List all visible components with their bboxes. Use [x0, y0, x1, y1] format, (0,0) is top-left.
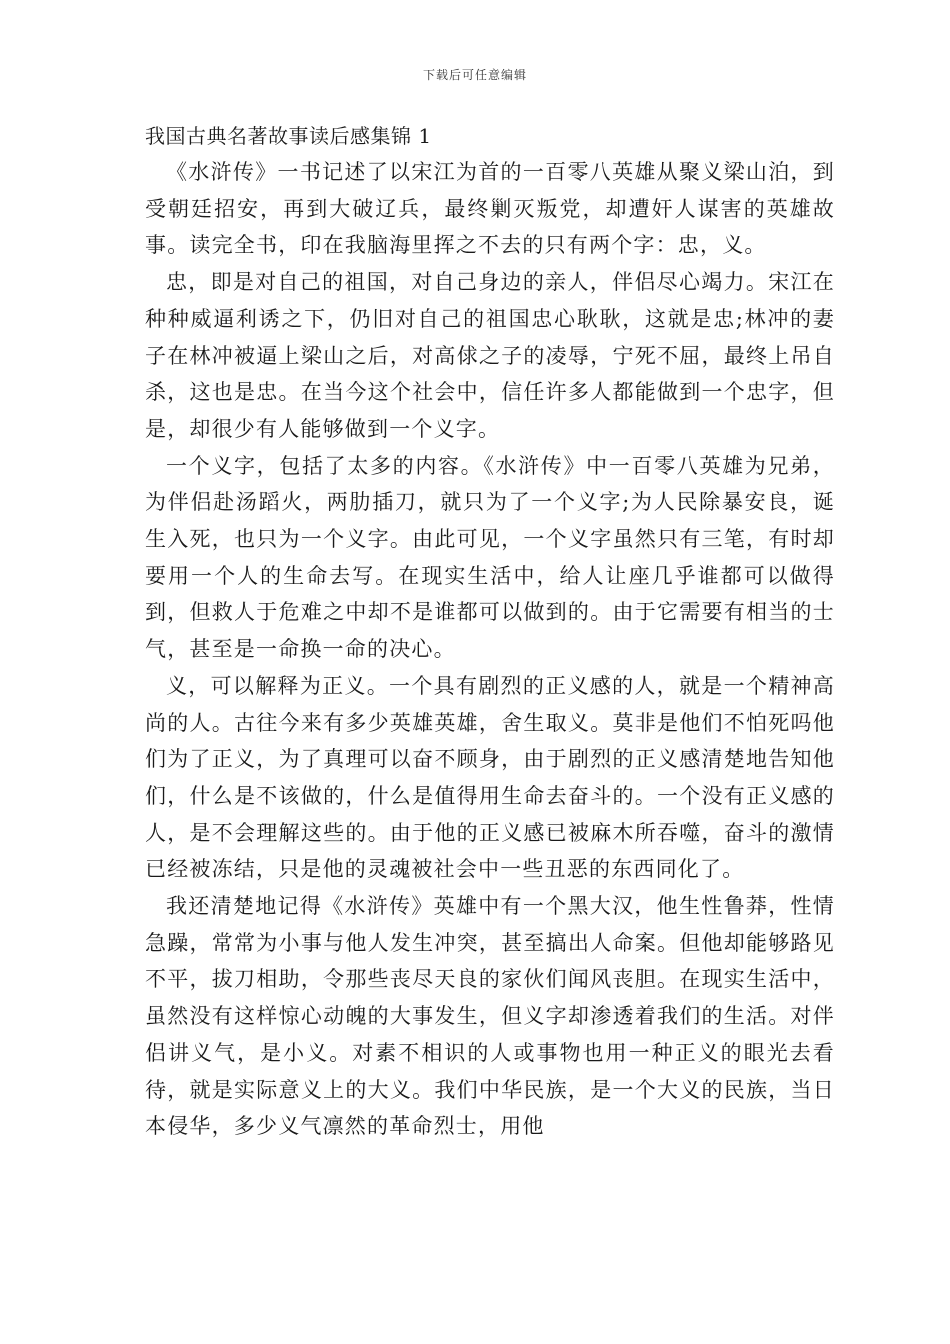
paragraph-5: 我还清楚地记得《水浒传》英雄中有一个黑大汉，他生性鲁莽，性情急躁，常常为小事与他人发生冲突，甚至搞出人命案。但他却能够路见不平，拔刀相助，令那些丧尽天良的家伙们闻风丧胆。在现实生活中，虽然没有这样惊心动魄的大事发生，但义字却渗透着我们的生活。对伴侣讲义气，是小义。对素不相识的人或事物也用一种正义的眼光去看待，就是实际意义上的大义。我们中华民族，是一个大义的民族，当日本侵华，多少义气凛然的革命烈士，用他 [145, 894, 835, 1139]
paragraph-3: 一个义字，包括了太多的内容。《水浒传》中一百零八英雄为兄弟，为伴侣赴汤蹈火，两肋插刀，就只为了一个义字;为人民除暴安良，诞生入死，也只为一个义字。由此可见，一个义字虽然只有三笔，有时却要用一个人的生命去写。在现实生活中，给人让座几乎谁都可以做得到，但救人于危难之中却不是谁都可以做到的。由于它需要有相当的士气，甚至是一命换一命的决心。 [145, 453, 835, 662]
document-title: 我国古典名著故事读后感集锦 1 [145, 124, 432, 148]
document-body [145, 118, 835, 1145]
paragraph-1: 《水浒传》一书记述了以宋江为首的一百零八英雄从聚义梁山泊，到受朝廷招安，再到大破辽兵，最终剿灭叛党，却遭奸人谋害的英雄故事。读完全书，印在我脑海里挥之不去的只有两个字：忠，义。 [145, 160, 835, 258]
paragraph-4: 义，可以解释为正义。一个具有剧烈的正义感的人，就是一个精神高尚的人。古往今来有多少英雄英雄，舍生取义。莫非是他们不怕死吗他们为了正义，为了真理可以奋不顾身，由于剧烈的正义感清楚地告知他们，什么是不该做的，什么是值得用生命去奋斗的。一个没有正义感的人，是不会理解这些的。由于他的正义感已被麻木所吞噬，奋斗的激情已经被冻结，只是他的灵魂被社会中一些丑恶的东西同化了。 [145, 673, 835, 882]
header-note: 下载后可任意编辑 [422, 68, 527, 82]
paragraph-2: 忠，即是对自己的祖国，对自己身边的亲人，伴侣尽心竭力。宋江在种种威逼利诱之下，仍旧对自己的祖国忠心耿耿，这就是忠;林冲的妻子在林冲被逼上梁山之后，对高俅之子的凌辱，宁死不屈，最终上吊自杀，这也是忠。在当今这个社会中，信任许多人都能做到一个忠字，但是，却很少有人能够做到一个义字。 [145, 270, 835, 441]
